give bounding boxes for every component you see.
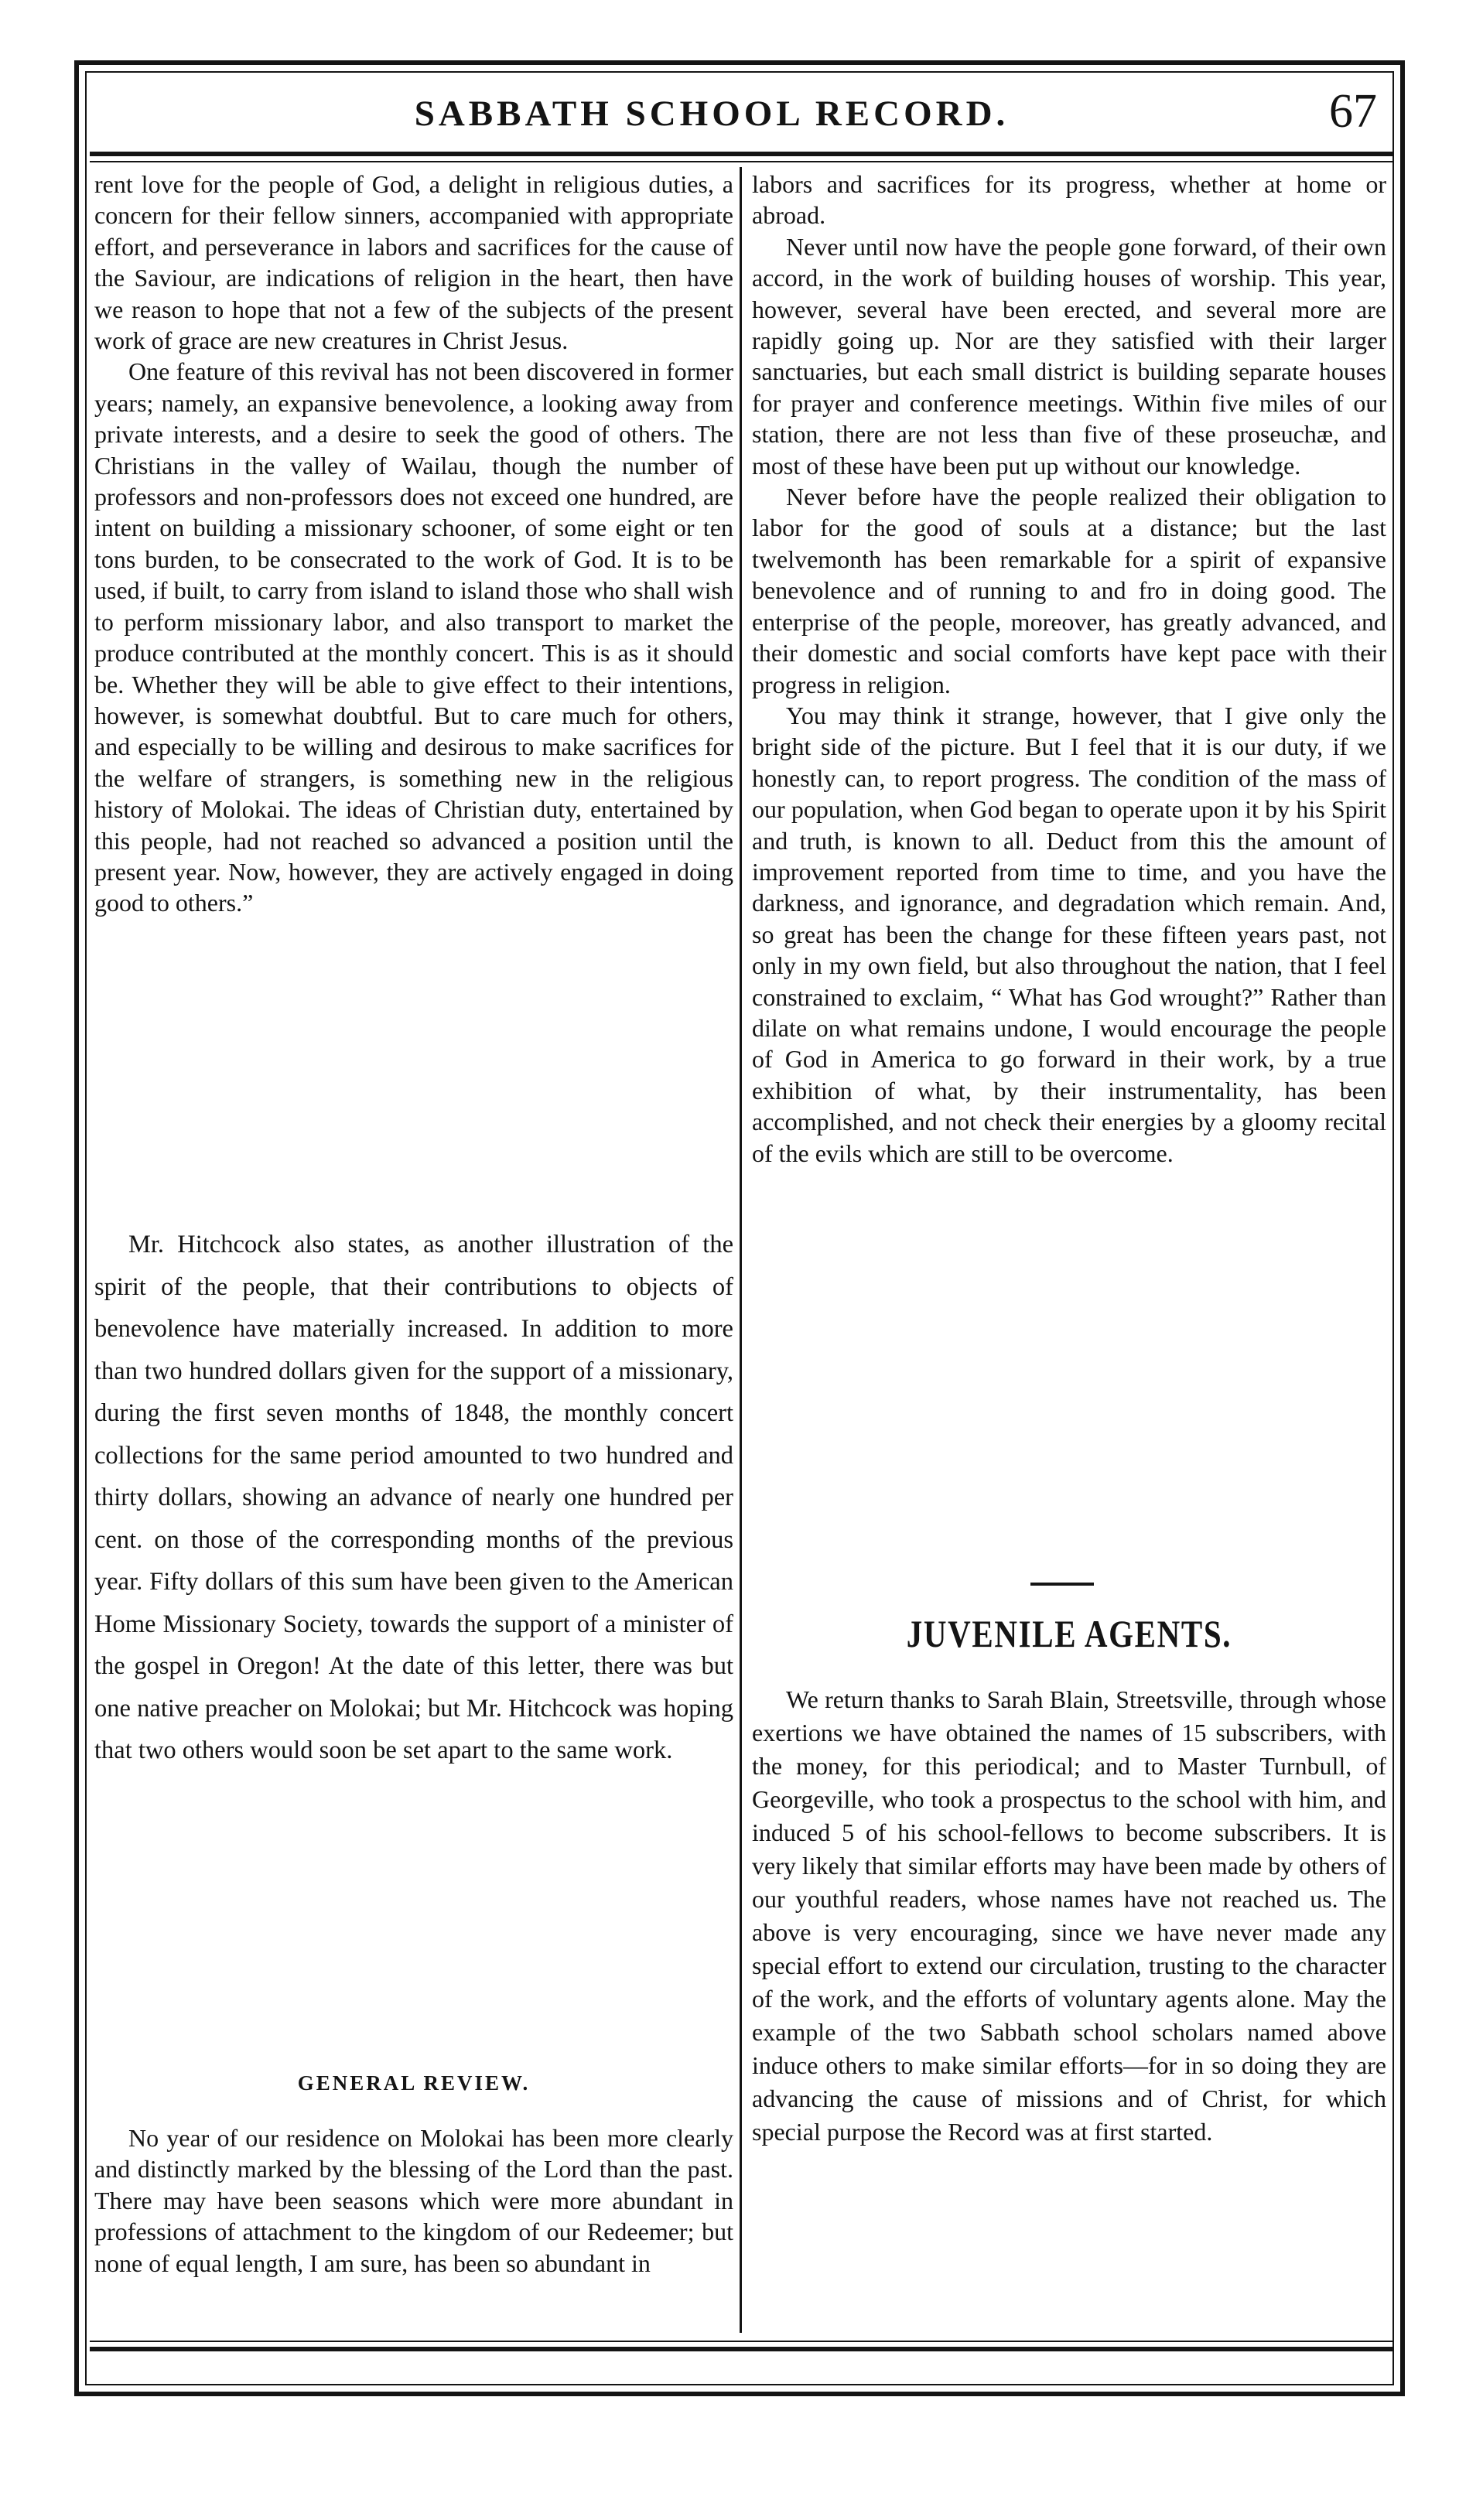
section-divider-short	[1030, 1583, 1094, 1586]
paragraph-continuation: rent love for the people of God, a delight in religious duties, a concern for their fellow sinners, accompanied with appropriate effort, and perseverance in labors and sacrifices for the cause of the Saviour, are indications of religion in the heart, then have we reason to hope that not a few of the subjects of the present work of grace are new creatures in Christ Jesus.	[94, 170, 733, 355]
header-rule-thin	[90, 161, 1392, 162]
page-number: 67	[1329, 85, 1377, 138]
running-title: SABBATH SCHOOL RECORD.	[414, 94, 1010, 134]
section-heading-juvenile-agents: JUVENILE AGENTS.	[906, 1612, 1232, 1655]
paragraph-bright-side: You may think it strange, however, that I give only the bright side of the picture. But I feel that it is our duty, if we honestly can, to report progress. The condition of the mass of our population, when God began to operate upon it by his Spirit and truth, is known to all. Deduct from this the amount of improvement reported from time to time, and you have the darkness, and ignorance, and degradation which remain. And, so great has been the change for these fifteen years past, not only in my own field, but also throughout the nation, that I feel constrained to exclaim, “ What has God wrought?” Rather than dilate on what remains undone, I would encourage the people of God in America to go forward in their work, by a true exhibition of what, by their instrumentality, has been accomplished, and not check their energies by a gloomy recital of the evils which are still to be overcome.	[752, 701, 1386, 1167]
header-rule-thick	[90, 152, 1392, 156]
paragraph-labors: labors and sacrifices for its progress, whether at home or abroad.	[752, 170, 1386, 230]
footer-rule-thick	[90, 2347, 1392, 2351]
left-column-middle-text	[94, 1224, 733, 2053]
right-column-top-text	[752, 169, 1386, 1569]
right-column-bottom-text	[752, 1683, 1386, 2337]
paragraph-hitchcock-contributions: Mr. Hitchcock also states, as another illustration of the spirit of the people, that their contributions to objects of benevolence have materially increased. In addition to more than two hundred dollars given for the support of a missionary, during the first seven months of 1848, the monthly concert collections for the same period amounted to two hundred and thirty dollars, showing an advance of nearly one hundred per cent. on those of the corresponding months of the previous year. Fifty dollars of this sum have been given to the American Home Missionary Society, towards the support of a minister of the gospel in Oregon! At the date of this letter, there was but one native preacher on Molokai; but Mr. Hitchcock was hoping that two others would soon be set apart to the same work.	[94, 1231, 733, 1764]
column-divider	[740, 167, 742, 2333]
paragraph-revival-feature: One feature of this revival has not been discovered in former years; namely, an expansive benevolence, a looking away from private interests, and a desire to seek the good of others. The Christians in the valley of Wailau, though the number of professors and non-professors does not exceed one hundred, are intent on building a missionary schooner, of some eight or ten tons burden, to be consecrated to the work of God. It is to be used, if built, to carry from island to island those who shall wish to perform missionary labor, and also transport to market the produce contributed at the monthly concert. This is as it should be. Whether they will be able to give effect to their intentions, however, is somewhat doubtful. But to care much for others, and especially to be willing and desirous to make sacrifices for the welfare of strangers, is something new in the religious history of Molokai. The ideas of Christian duty, entertained by this people, had not reached so advanced a position until the present year. Now, however, they are actively engaged in doing good to others.”	[94, 357, 733, 917]
left-column-top-text	[94, 169, 733, 1216]
left-column-bottom-text	[94, 2122, 733, 2331]
paragraph-obligation: Never before have the people realized their obligation to labor for the good of souls at a distance; but the last twelvemonth has been remarkable for a spirit of expansive benevolence and of running to and fro in doing good. The enterprise of the people, moreover, has greatly advanced, and their domestic and social comforts have kept pace with their progress in religion.	[752, 483, 1386, 698]
paragraph-houses-of-worship: Never until now have the people gone forward, of their own accord, in the work of building houses of worship. This year, however, several have been erected, and several more are rapidly going up. Nor are they satisfied with their larger sanctuaries, but each small district is building separate houses for prayer and conference meetings. Within five miles of our station, there are not less than five of these proseuchæ, and most of these have been put up without our knowledge.	[752, 232, 1386, 480]
paragraph-juvenile-agents: We return thanks to Sarah Blain, Streetsville, through whose exertions we have obtained the names of 15 subscribers, with the money, for this periodical; and to Master Turnbull, of Georgeville, who took a prospectus to the school with him, and induced 5 of his school-fellows to become subscribers. It is very likely that similar efforts may have been made by others of our youthful readers, whose names have not reached us. The above is very encouraging, since we have never made any special effort to extend our circulation, trusting to the character of the work, and the efforts of voluntary agents alone. May the example of the two Sabbath school scholars named above induce others to make similar efforts—for in so doing they are advancing the cause of missions and of Christ, for which special purpose the Record was at first started.	[752, 1685, 1386, 2146]
paragraph-general-review: No year of our residence on Molokai has been more clearly and distinctly marked by the blessing of the Lord than the past. There may have been seasons which were more abundant in professions of attachment to the kingdom of our Redeemer; but none of equal length, I am sure, has been so abundant in	[94, 2124, 733, 2277]
footer-rule-thin	[90, 2341, 1392, 2342]
section-heading-general-review: GENERAL REVIEW.	[297, 2071, 531, 2095]
